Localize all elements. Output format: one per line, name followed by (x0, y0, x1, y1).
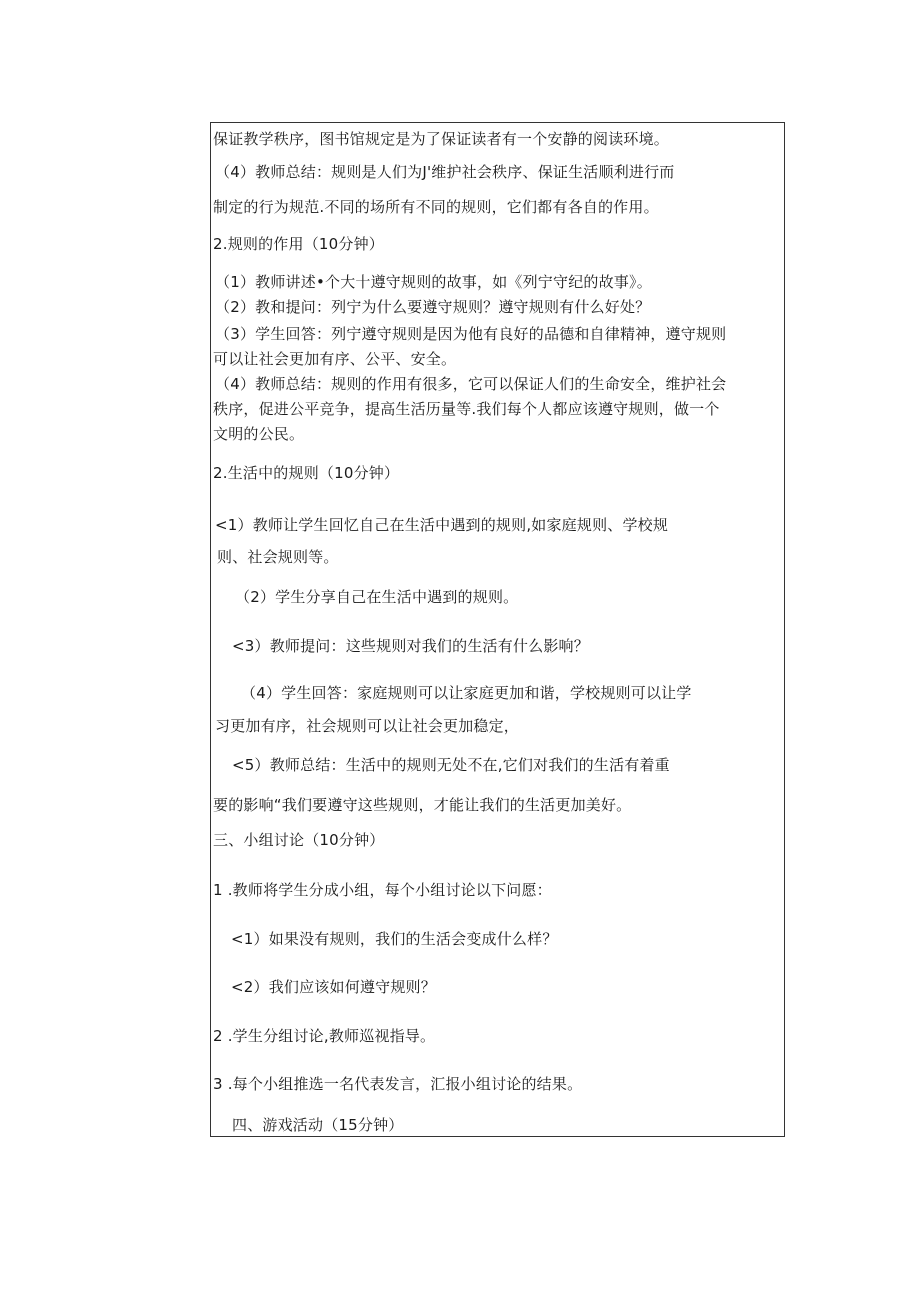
text-line: <5）教师总结：生活中的规则无处不在,它们对我们的生活有着重 (232, 756, 670, 774)
text-line: （4）教师总结：规则是人们为J'维护社会秩序、保证生活顺利进行而 (215, 163, 675, 181)
text-line: 保证教学秩序，图书馆规定是为了保证读者有一个安静的阅读环境。 (213, 130, 670, 148)
section-heading: 2.规则的作用（10分钟） (213, 235, 384, 253)
text-line: （4）教师总结：规则的作用有很多，它可以保证人们的生命安全，维护社会 (215, 375, 727, 393)
text-line: 秩序，促进公平竞争，提高生活历量等.我们每个人都应该遵守规则，做一个 (213, 400, 720, 418)
text-line: 习更加有序，社会规则可以让社会更加稳定， (215, 717, 520, 735)
text-line: （3）学生回答：列宁遵守规则是因为他有良好的品德和自律精神，遵守规则 (215, 325, 727, 343)
section-heading: 2.生活中的规则（10分钟） (213, 464, 400, 482)
text-line: 1 .教师将学生分成小组，每个小组讨论以下问愿： (213, 881, 552, 899)
text-line: <3）教师提问：这些规则对我们的生活有什么影响？ (232, 637, 589, 655)
text-line: 2 .学生分组讨论,教师巡视指导。 (213, 1027, 436, 1045)
text-line: （2）学生分享自己在生活中遇到的规则。 (235, 588, 519, 606)
text-line: 要的影响“我们要遵守这些规则，才能让我们的生活更加美好。 (213, 796, 632, 814)
text-line: <2）我们应该如何遵守规则？ (231, 978, 436, 996)
text-line: （1）教师讲述•个大十遵守规则的故事，如《列宁守纪的故事》。 (215, 273, 652, 291)
section-heading: 四、游戏活动（15分钟） (232, 1116, 404, 1134)
text-line: （2）教和提问：列宁为什么要遵守规则？遵守规则有什么好处？ (215, 298, 651, 316)
text-line: 则、社会规则等。 (217, 548, 339, 566)
text-line: 文明的公民。 (213, 425, 305, 443)
text-line: 可以让社会更加有序、公平、安全。 (213, 350, 457, 368)
text-line: 制定的行为规范.不同的场所有不同的规则，它们都有各自的作用。 (213, 198, 659, 216)
text-line: <1）教师让学生回忆自己在生活中遇到的规则,如家庭规则、学校规 (215, 516, 669, 534)
section-heading: 三、小组讨论（10分钟） (213, 831, 385, 849)
text-line: 3 .每个小组推选一名代表发言，汇报小组讨论的结果。 (213, 1075, 583, 1093)
text-line: <1）如果没有规则，我们的生活会变成什么样？ (231, 930, 558, 948)
text-line: （4）学生回答：家庭规则可以让家庭更加和谐，学校规则可以让学 (241, 684, 692, 702)
